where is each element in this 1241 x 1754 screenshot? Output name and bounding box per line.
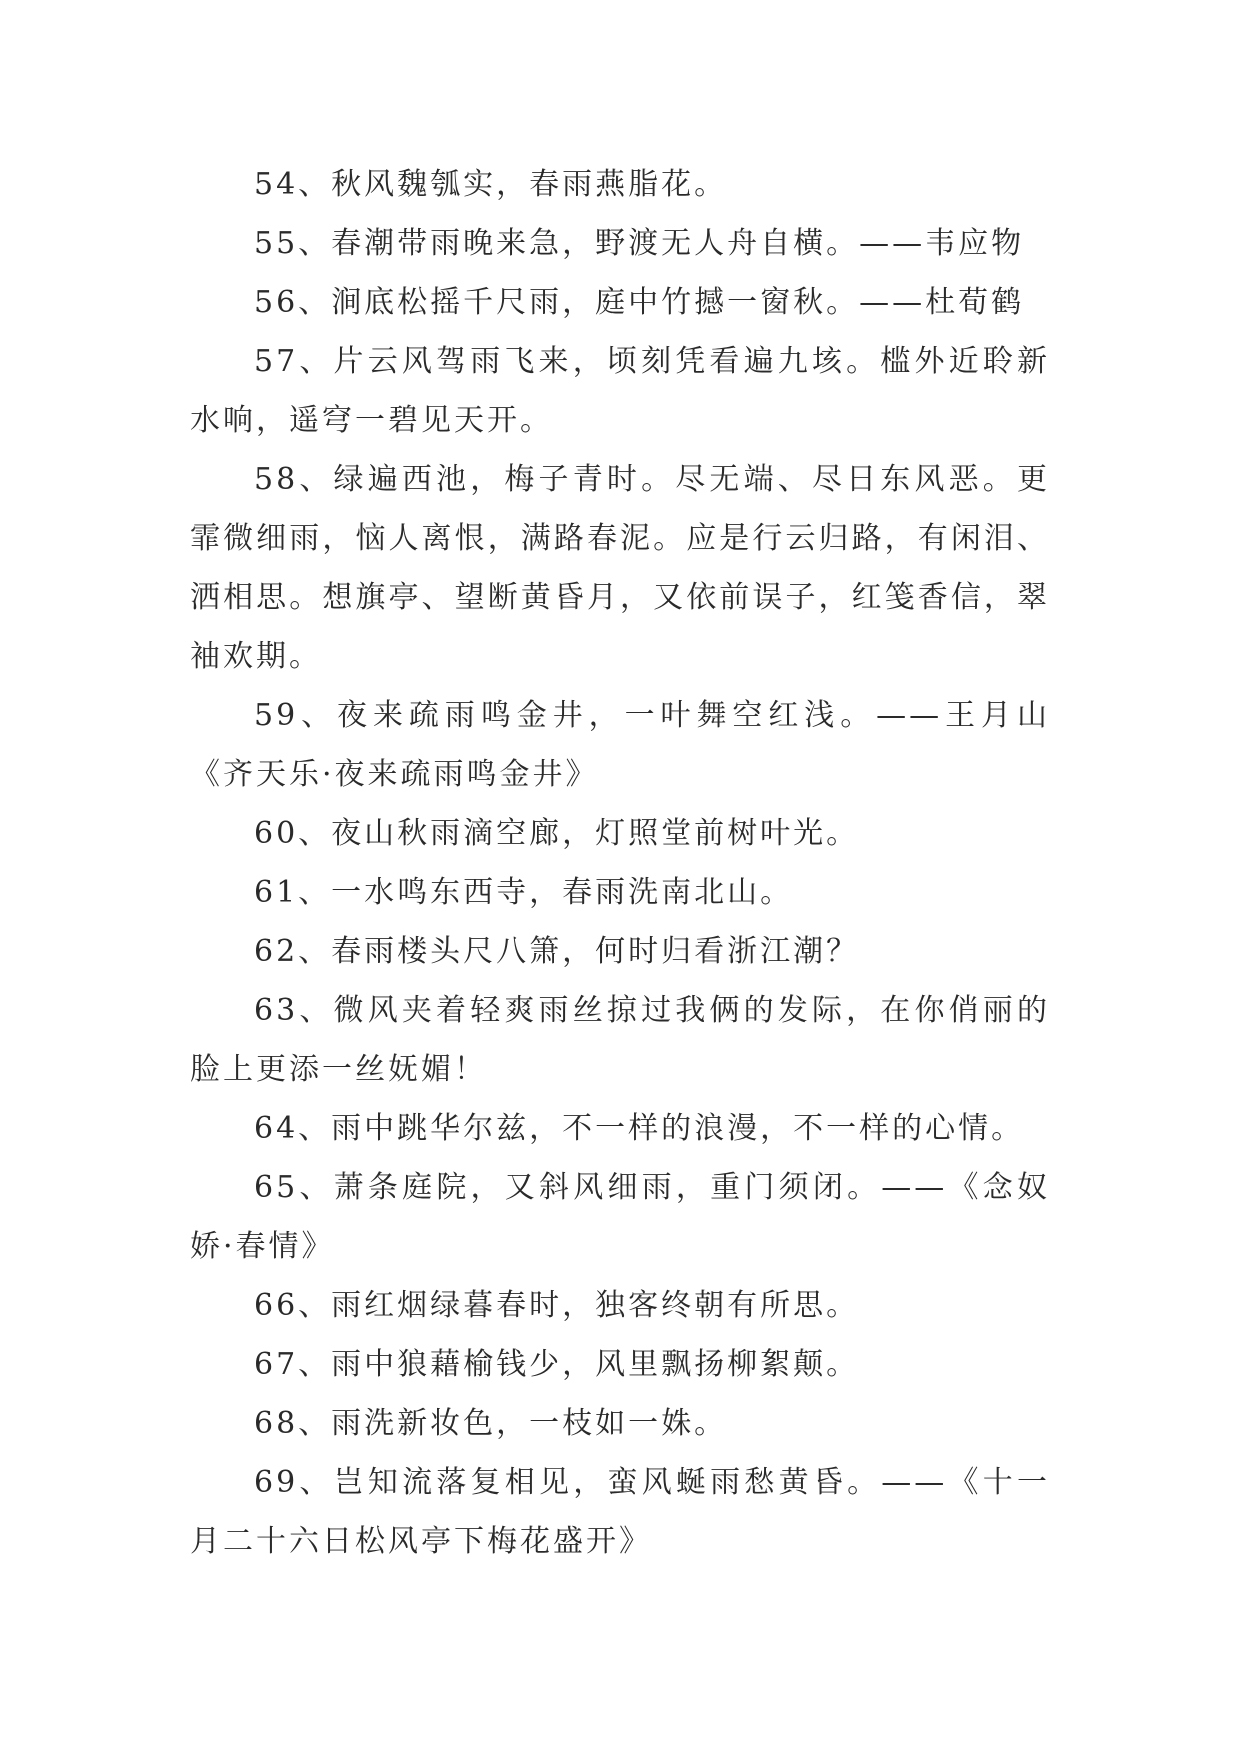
paragraph-63: 63、微风夹着轻爽雨丝掠过我俩的发际，在你俏丽的脸上更添一丝妩媚！ [190, 993, 1050, 1087]
paragraph-54: 54、秋风魏瓠实，春雨燕脂花。 [254, 167, 728, 202]
paragraph-57: 57、片云风驾雨飞来，顷刻凭看遍九垓。槛外近聆新水响，遥穹一碧见天开。 [190, 344, 1050, 438]
paragraph-61: 61、一水鸣东西寺，春雨洗南北山。 [254, 875, 794, 910]
paragraph-69: 69、岂知流落复相见，蛮风蜒雨愁黄昏。——《十一月二十六日松风亭下梅花盛开》 [190, 1465, 1050, 1559]
document-body [190, 155, 1050, 1571]
paragraph-60: 60、夜山秋雨滴空廊，灯照堂前树叶光。 [254, 816, 860, 851]
paragraph-56: 56、涧底松摇千尺雨，庭中竹撼一窗秋。——杜荀鹤 [254, 285, 1025, 320]
paragraph-66: 66、雨红烟绿暮春时，独客终朝有所思。 [254, 1288, 860, 1323]
paragraph-59: 59、夜来疏雨鸣金井，一叶舞空红浅。——王月山《齐天乐·夜来疏雨鸣金井》 [190, 698, 1050, 792]
paragraph-62: 62、春雨楼头尺八箫，何时归看浙江潮？ [254, 934, 860, 969]
paragraph-64: 64、雨中跳华尔兹，不一样的浪漫，不一样的心情。 [254, 1111, 1025, 1146]
paragraph-65: 65、萧条庭院，又斜风细雨，重门须闭。——《念奴娇·春情》 [190, 1170, 1050, 1264]
paragraph-58: 58、绿遍西池，梅子青时。尽无端、尽日东风恶。更霏微细雨，恼人离恨，满路春泥。应是行云归路，有闲泪、洒相思。想旗亭、望断黄昏月，又依前误子，红笺香信，翠袖欢期。 [190, 462, 1050, 674]
paragraph-67: 67、雨中狼藉榆钱少，风里飘扬柳絮颠。 [254, 1347, 860, 1382]
paragraph-55: 55、春潮带雨晚来急，野渡无人舟自横。——韦应物 [254, 226, 1025, 261]
paragraph-68: 68、雨洗新妆色，一枝如一姝。 [254, 1406, 728, 1441]
